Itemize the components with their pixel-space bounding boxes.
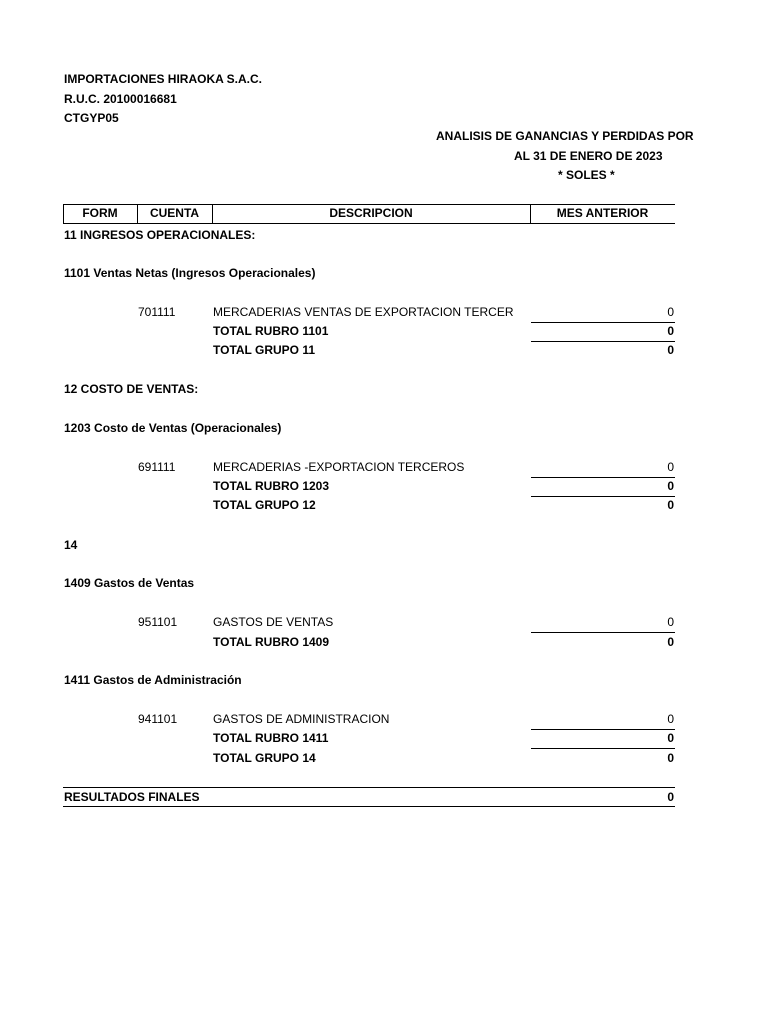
total-grupo-value: 0	[667, 498, 674, 512]
report-currency: * SOLES *	[558, 168, 615, 182]
final-bottom-rule	[63, 806, 675, 807]
account-description: GASTOS DE VENTAS	[213, 615, 334, 629]
report-code: CTGYP05	[64, 111, 119, 125]
account-value: 0	[667, 712, 674, 726]
account-description: MERCADERIAS -EXPORTACION TERCEROS	[213, 460, 465, 474]
total-rubro-value: 0	[667, 479, 674, 493]
total-rubro-label: TOTAL RUBRO 1409	[213, 635, 330, 649]
column-header-form: FORM	[82, 206, 118, 220]
total-rubro-label: TOTAL RUBRO 1203	[213, 479, 330, 493]
rubro-heading: 1411 Gastos de Administración	[64, 673, 242, 687]
subtotal-rule	[531, 748, 675, 749]
total-rubro-label: TOTAL RUBRO 1411	[213, 731, 329, 745]
account-description: GASTOS DE ADMINISTRACION	[213, 712, 390, 726]
company-ruc: R.U.C. 20100016681	[64, 92, 177, 106]
account-number: 941101	[138, 712, 178, 726]
rubro-heading: 1203 Costo de Ventas (Operacionales)	[64, 421, 282, 435]
company-name: IMPORTACIONES HIRAOKA S.A.C.	[64, 72, 263, 86]
account-value: 0	[667, 305, 674, 319]
account-number: 691111	[138, 460, 176, 474]
final-results-label: RESULTADOS FINALES	[64, 790, 200, 804]
final-results-value: 0	[667, 790, 674, 804]
group-heading: 11 INGRESOS OPERACIONALES:	[64, 228, 256, 242]
column-header-row	[63, 204, 675, 223]
group-heading: 12 COSTO DE VENTAS:	[64, 382, 199, 396]
total-grupo-label: TOTAL GRUPO 11	[213, 343, 316, 357]
account-value: 0	[667, 615, 674, 629]
total-rubro-label: TOTAL RUBRO 1101	[213, 324, 329, 338]
subtotal-rule	[531, 632, 675, 633]
total-rubro-value: 0	[667, 731, 674, 745]
report-date: AL 31 DE ENERO DE 2023	[514, 149, 663, 163]
report-title: ANALISIS DE GANANCIAS Y PERDIDAS POR	[436, 129, 694, 143]
final-top-rule	[63, 787, 675, 788]
account-number: 951101	[138, 615, 178, 629]
column-header-descripcion: DESCRIPCION	[329, 206, 413, 220]
total-rubro-value: 0	[667, 635, 674, 649]
column-header-cuenta: CUENTA	[149, 206, 200, 220]
total-grupo-value: 0	[667, 343, 674, 357]
total-grupo-label: TOTAL GRUPO 14	[213, 751, 316, 765]
total-grupo-value: 0	[667, 751, 674, 765]
total-rubro-value: 0	[667, 324, 674, 338]
header-bottom-border	[63, 223, 675, 224]
account-value: 0	[667, 460, 674, 474]
total-grupo-label: TOTAL GRUPO 12	[213, 498, 316, 512]
account-description: MERCADERIAS VENTAS DE EXPORTACION TERCER	[213, 305, 514, 319]
group-heading: 14	[64, 538, 78, 552]
column-header-mes-anterior: MES ANTERIOR	[556, 206, 649, 220]
account-number: 701111	[138, 305, 176, 319]
rubro-heading: 1101 Ventas Netas (Ingresos Operacionales)	[64, 266, 316, 280]
rubro-heading: 1409 Gastos de Ventas	[64, 576, 195, 590]
